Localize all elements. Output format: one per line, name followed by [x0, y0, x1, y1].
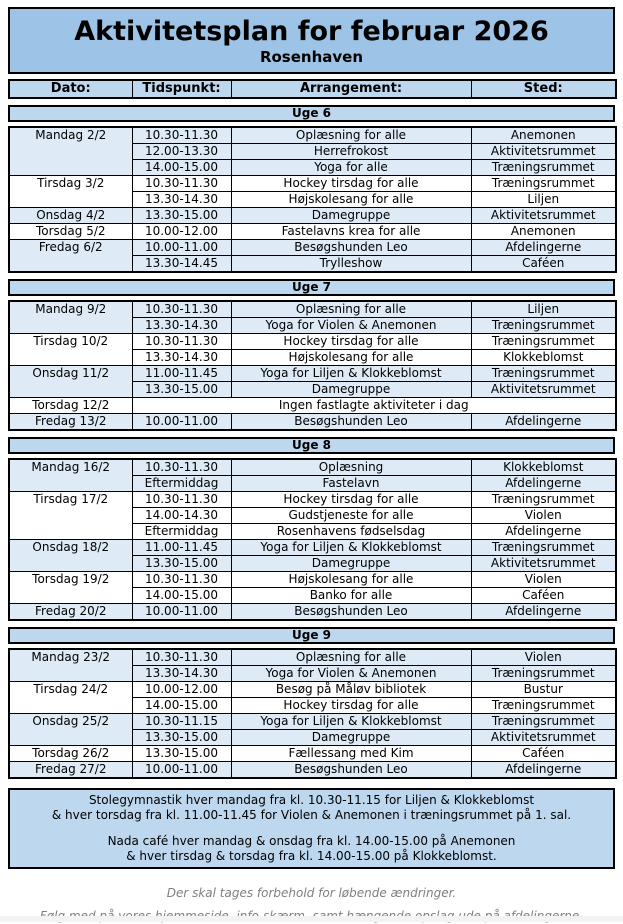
- page-bottom-strip: [0, 916, 623, 922]
- table-row: [9, 398, 616, 414]
- table-row: [9, 334, 616, 350]
- week-table: [8, 126, 617, 273]
- place-cell: Træningsrummet: [471, 176, 616, 192]
- time-cell: 10.00-12.00: [132, 224, 231, 240]
- table-row: [9, 714, 616, 730]
- activity-cell: Fastelavn: [231, 476, 471, 492]
- column-header-tidspunkt: Tidspunkt:: [132, 80, 231, 98]
- time-cell: 11.00-11.45: [132, 366, 231, 382]
- date-cell: Torsdag 19/2: [9, 572, 132, 604]
- activity-cell: Oplæsning for alle: [231, 301, 471, 318]
- table-row: [9, 80, 616, 98]
- date-cell: Tirsdag 24/2: [9, 682, 132, 714]
- time-cell: 10.30-11.30: [132, 127, 231, 144]
- date-cell: Fredag 27/2: [9, 762, 132, 779]
- time-cell: 13.30-15.00: [132, 208, 231, 224]
- activity-cell: Damegruppe: [231, 382, 471, 398]
- date-cell: Torsdag 12/2: [9, 398, 132, 414]
- activity-cell: Højskolesang for alle: [231, 350, 471, 366]
- date-cell: Torsdag 5/2: [9, 224, 132, 240]
- date-cell: Fredag 13/2: [9, 414, 132, 431]
- activity-cell: Gudstjeneste for alle: [231, 508, 471, 524]
- place-cell: Klokkeblomst: [471, 459, 616, 476]
- note-line: Nada café hver mandag & onsdag fra kl. 14.00-15.00 på Anemonen: [107, 834, 516, 848]
- activity-cell: Damegruppe: [231, 208, 471, 224]
- week-header: Uge 7: [8, 279, 615, 296]
- page-title: Aktivitetsplan for februar 2026: [74, 16, 549, 47]
- activity-cell: Yoga for alle: [231, 160, 471, 176]
- place-cell: Caféen: [471, 588, 616, 604]
- time-cell: 10.00-11.00: [132, 414, 231, 431]
- place-cell: Liljen: [471, 192, 616, 208]
- table-row: [9, 366, 616, 382]
- table-row: [9, 492, 616, 508]
- footnote: Der skal tages forbehold for løbende ændringer.: [166, 886, 457, 900]
- time-cell: 10.00-11.00: [132, 604, 231, 621]
- time-cell: 10.30-11.30: [132, 301, 231, 318]
- date-cell: Onsdag 18/2: [9, 540, 132, 572]
- activity-cell: Damegruppe: [231, 730, 471, 746]
- date-cell: Onsdag 25/2: [9, 714, 132, 746]
- time-cell: 10.30-11.30: [132, 176, 231, 192]
- date-cell: Fredag 20/2: [9, 604, 132, 621]
- no-activities-cell: Ingen fastlagte aktiviteter i dag: [132, 398, 616, 414]
- date-cell: Mandag 23/2: [9, 649, 132, 682]
- date-cell: Tirsdag 17/2: [9, 492, 132, 540]
- place-cell: Aktivitetsrummet: [471, 730, 616, 746]
- activity-cell: Fastelavns krea for alle: [231, 224, 471, 240]
- time-cell: 14.00-15.00: [132, 160, 231, 176]
- activity-cell: Højskolesang for alle: [231, 572, 471, 588]
- week-table-wrap: [8, 300, 615, 431]
- activity-cell: Herrefrokost: [231, 144, 471, 160]
- place-cell: Afdelingerne: [471, 414, 616, 431]
- time-cell: 13.30-14.30: [132, 666, 231, 682]
- week-table-wrap: [8, 458, 615, 621]
- title-box: [8, 7, 615, 74]
- note-line: & hver tirsdag & torsdag fra kl. 14.00-15.00 på Klokkeblomst.: [126, 849, 497, 863]
- time-cell: 11.00-11.45: [132, 540, 231, 556]
- place-cell: Afdelingerne: [471, 240, 616, 256]
- column-header-arrangement: Arrangement:: [231, 80, 471, 98]
- time-cell: 13.30-14.45: [132, 256, 231, 273]
- activity-cell: Besøgshunden Leo: [231, 762, 471, 779]
- date-cell: Mandag 2/2: [9, 127, 132, 176]
- time-cell: 13.30-14.30: [132, 318, 231, 334]
- activity-cell: Højskolesang for alle: [231, 192, 471, 208]
- column-header-row: [8, 79, 617, 99]
- place-cell: Træningsrummet: [471, 666, 616, 682]
- place-cell: Træningsrummet: [471, 540, 616, 556]
- note-line: Stolegymnastik hver mandag fra kl. 10.30-11.15 for Liljen & Klokkeblomst: [88, 793, 535, 807]
- activity-cell: Oplæsning: [231, 459, 471, 476]
- activity-cell: Besøgshunden Leo: [231, 240, 471, 256]
- table-row: [9, 224, 616, 240]
- place-cell: Træningsrummet: [471, 160, 616, 176]
- week-table: [8, 648, 617, 779]
- table-row: [9, 572, 616, 588]
- time-cell: 10.30-11.30: [132, 572, 231, 588]
- activity-cell: Yoga for Liljen & Klokkeblomst: [231, 366, 471, 382]
- note-line: [12, 823, 611, 834]
- time-cell: 13.30-15.00: [132, 730, 231, 746]
- place-cell: Anemonen: [471, 127, 616, 144]
- table-row: [9, 649, 616, 666]
- activity-cell: Yoga for Violen & Anemonen: [231, 666, 471, 682]
- time-cell: 10.00-11.00: [132, 762, 231, 779]
- time-cell: 13.30-15.00: [132, 746, 231, 762]
- place-cell: Træningsrummet: [471, 318, 616, 334]
- place-cell: Violen: [471, 508, 616, 524]
- activity-cell: Hockey tirsdag for alle: [231, 334, 471, 350]
- place-cell: Træningsrummet: [471, 492, 616, 508]
- activity-cell: Oplæsning for alle: [231, 127, 471, 144]
- week-table: [8, 300, 617, 431]
- place-cell: Violen: [471, 572, 616, 588]
- time-cell: Eftermiddag: [132, 476, 231, 492]
- column-header-sted: Sted:: [471, 80, 616, 98]
- place-cell: Afdelingerne: [471, 524, 616, 540]
- note-line: & hver torsdag fra kl. 11.00-11.45 for Violen & Anemonen i træningsrummet på 1. sal.: [51, 808, 572, 822]
- place-cell: Træningsrummet: [471, 334, 616, 350]
- week-header: Uge 9: [8, 627, 615, 644]
- table-row: [9, 682, 616, 698]
- table-row: [9, 301, 616, 318]
- place-cell: Anemonen: [471, 224, 616, 240]
- activity-cell: Hockey tirsdag for alle: [231, 698, 471, 714]
- date-cell: Onsdag 4/2: [9, 208, 132, 224]
- time-cell: 13.30-15.00: [132, 382, 231, 398]
- activity-cell: Yoga for Violen & Anemonen: [231, 318, 471, 334]
- place-cell: Træningsrummet: [471, 366, 616, 382]
- time-cell: 10.00-11.00: [132, 240, 231, 256]
- time-cell: 10.30-11.30: [132, 492, 231, 508]
- time-cell: 13.30-14.30: [132, 192, 231, 208]
- time-cell: 12.00-13.30: [132, 144, 231, 160]
- activity-cell: Damegruppe: [231, 556, 471, 572]
- time-cell: 10.30-11.15: [132, 714, 231, 730]
- column-header-dato: Dato:: [9, 80, 132, 98]
- activity-cell: Besøg på Måløv bibliotek: [231, 682, 471, 698]
- time-cell: 10.30-11.30: [132, 649, 231, 666]
- date-cell: Mandag 9/2: [9, 301, 132, 334]
- date-cell: Fredag 6/2: [9, 240, 132, 273]
- time-cell: 13.30-15.00: [132, 556, 231, 572]
- activity-cell: Rosenhavens fødselsdag: [231, 524, 471, 540]
- time-cell: 14.00-15.00: [132, 698, 231, 714]
- activity-cell: Yoga for Liljen & Klokkeblomst: [231, 714, 471, 730]
- time-cell: 13.30-14.30: [132, 350, 231, 366]
- date-cell: Onsdag 11/2: [9, 366, 132, 398]
- date-cell: Torsdag 26/2: [9, 746, 132, 762]
- place-cell: Caféen: [471, 256, 616, 273]
- place-cell: Aktivitetsrummet: [471, 144, 616, 160]
- notes-box: [8, 788, 615, 869]
- place-cell: Aktivitetsrummet: [471, 208, 616, 224]
- place-cell: Træningsrummet: [471, 698, 616, 714]
- date-cell: Mandag 16/2: [9, 459, 132, 492]
- activity-cell: Besøgshunden Leo: [231, 414, 471, 431]
- place-cell: Afdelingerne: [471, 604, 616, 621]
- place-cell: Liljen: [471, 301, 616, 318]
- time-cell: 10.00-12.00: [132, 682, 231, 698]
- place-cell: Aktivitetsrummet: [471, 382, 616, 398]
- activity-cell: Hockey tirsdag for alle: [231, 492, 471, 508]
- table-row: [9, 762, 616, 779]
- time-cell: 14.00-15.00: [132, 588, 231, 604]
- table-row: [9, 604, 616, 621]
- place-cell: Violen: [471, 649, 616, 666]
- activity-cell: Hockey tirsdag for alle: [231, 176, 471, 192]
- place-cell: Bustur: [471, 682, 616, 698]
- week-header: Uge 6: [8, 105, 615, 122]
- week-header: Uge 8: [8, 437, 615, 454]
- activity-cell: Yoga for Liljen & Klokkeblomst: [231, 540, 471, 556]
- time-cell: Eftermiddag: [132, 524, 231, 540]
- table-row: [9, 540, 616, 556]
- page-subtitle: Rosenhaven: [259, 48, 364, 66]
- time-cell: 10.30-11.30: [132, 459, 231, 476]
- place-cell: Afdelingerne: [471, 762, 616, 779]
- table-row: [9, 176, 616, 192]
- table-row: [9, 414, 616, 431]
- table-row: [9, 240, 616, 256]
- table-row: [9, 208, 616, 224]
- week-table-wrap: [8, 126, 615, 273]
- activity-cell: Oplæsning for alle: [231, 649, 471, 666]
- date-cell: Tirsdag 3/2: [9, 176, 132, 208]
- table-row: [9, 127, 616, 144]
- weeks: [8, 105, 615, 779]
- week-table-wrap: [8, 648, 615, 779]
- table-row: [9, 459, 616, 476]
- time-cell: 14.00-14.30: [132, 508, 231, 524]
- time-cell: 10.30-11.30: [132, 334, 231, 350]
- activity-cell: Fællessang med Kim: [231, 746, 471, 762]
- activity-cell: Banko for alle: [231, 588, 471, 604]
- place-cell: Aktivitetsrummet: [471, 556, 616, 572]
- place-cell: Træningsrummet: [471, 714, 616, 730]
- activity-cell: Besøgshunden Leo: [231, 604, 471, 621]
- week-table: [8, 458, 617, 621]
- activity-cell: Trylleshow: [231, 256, 471, 273]
- date-cell: Tirsdag 10/2: [9, 334, 132, 366]
- place-cell: Afdelingerne: [471, 476, 616, 492]
- table-row: [9, 746, 616, 762]
- place-cell: Klokkeblomst: [471, 350, 616, 366]
- place-cell: Caféen: [471, 746, 616, 762]
